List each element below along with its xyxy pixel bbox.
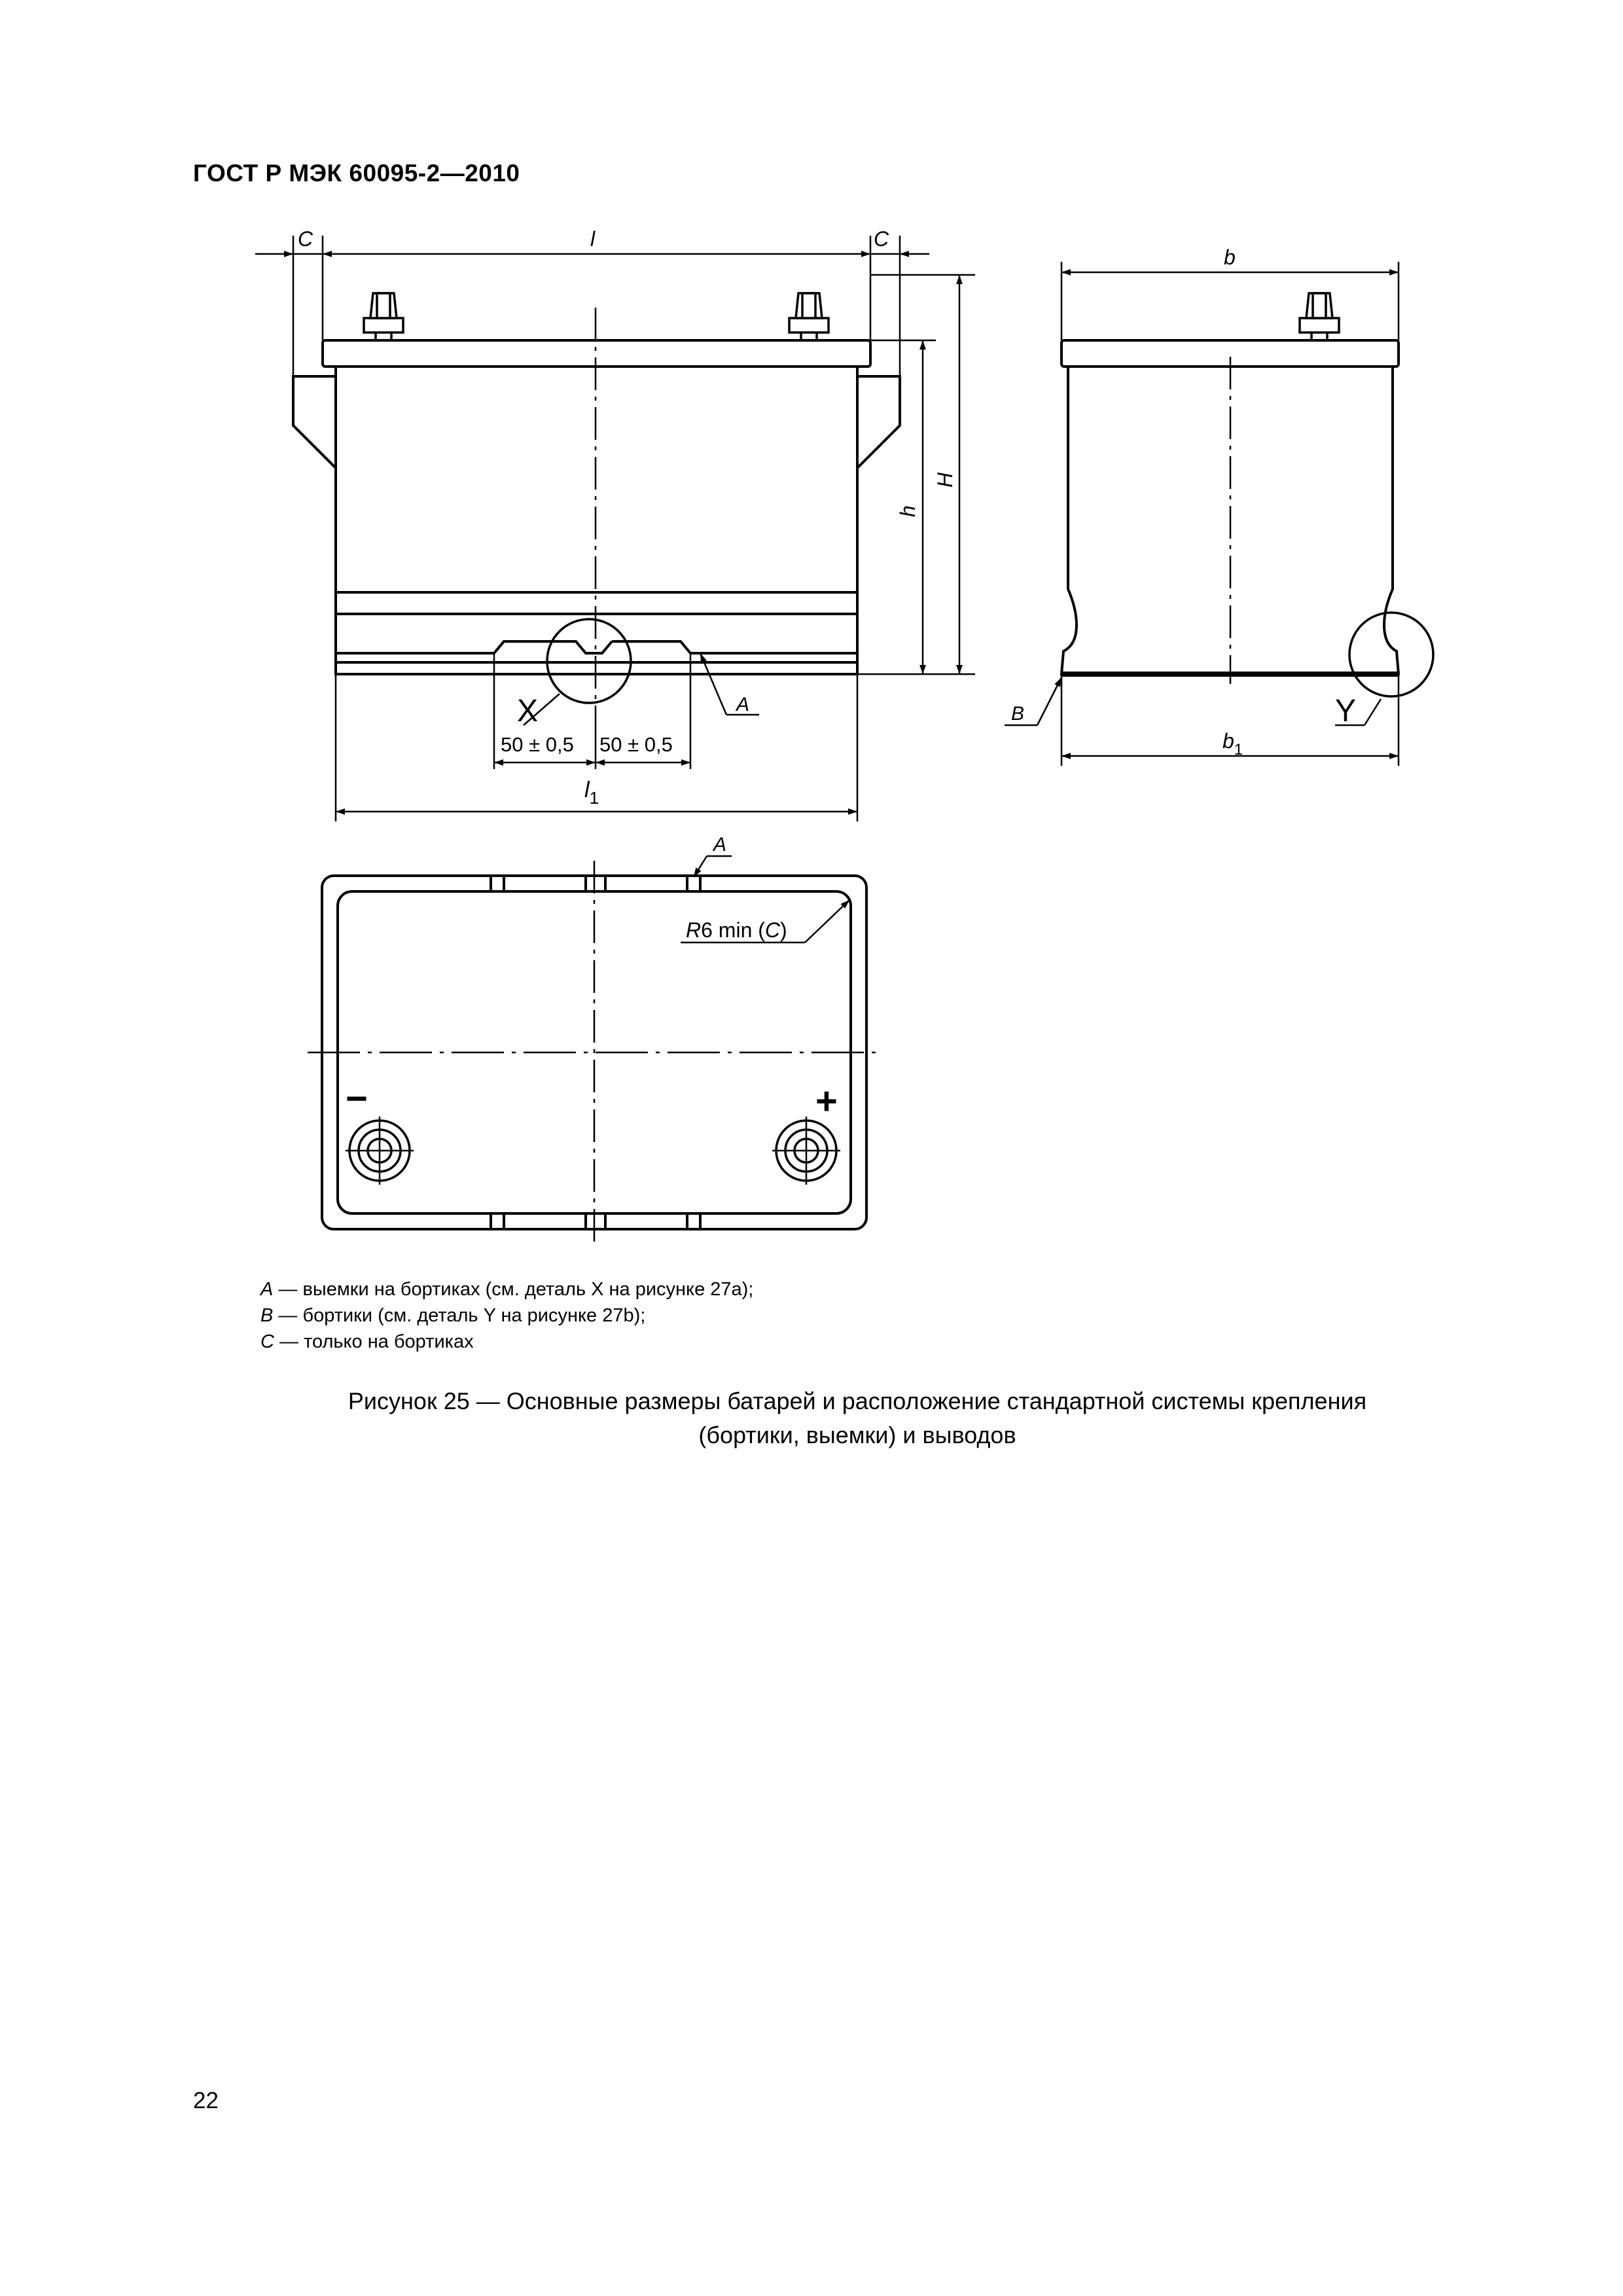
note-c-text: — только на бортиках	[274, 1331, 474, 1352]
callout-a-top: A	[713, 834, 727, 855]
terminal-left-side	[364, 293, 403, 340]
dim-c-right: C	[874, 227, 889, 251]
callout-b: B	[1011, 703, 1025, 725]
battery-lid	[323, 340, 870, 367]
detail-circle-y	[1349, 613, 1433, 696]
dim-radius-text: 6 min (	[701, 918, 765, 942]
dim-c-left: C	[298, 227, 313, 251]
battery-body	[336, 367, 857, 674]
dim-h: h	[896, 505, 919, 517]
terminal-circle-positive	[772, 1117, 840, 1185]
notch-left	[494, 641, 612, 653]
dim-l: l	[590, 227, 596, 251]
note-b	[260, 1302, 753, 1329]
callout-a-front: A	[736, 694, 750, 715]
note-a	[260, 1276, 753, 1302]
terminal-right-side	[789, 293, 829, 340]
front-view	[293, 293, 900, 703]
callout-x: X	[517, 694, 539, 728]
dim-radius-c: C	[764, 918, 781, 942]
note-a-text: — выемки на бортиках (см. деталь X на рисунке 27а);	[273, 1279, 754, 1300]
terminal-minus-sign: −	[346, 1077, 368, 1120]
side-handle-left	[293, 376, 336, 468]
notch-right	[612, 641, 700, 653]
dim-b1-base: b	[1222, 729, 1234, 753]
dim-b1-sub: 1	[1234, 741, 1243, 759]
page-number: 22	[193, 2088, 219, 2113]
note-b-letter: B	[260, 1305, 274, 1326]
side-view	[1061, 293, 1433, 696]
note-c-letter: C	[260, 1331, 274, 1352]
dim-radius	[686, 918, 787, 942]
dim-50-right: 50 ± 0,5	[599, 733, 673, 756]
document-header: ГОСТ Р МЭК 60095-2—2010	[193, 160, 520, 187]
caption-line-2: (бортики, выемки) и выводов	[698, 1422, 1016, 1448]
note-a-letter: A	[260, 1279, 274, 1300]
dim-l1-base: l	[584, 778, 590, 802]
dim-radius-r: R	[686, 918, 702, 942]
dim-l1	[584, 778, 599, 808]
dim-radius-close: )	[780, 918, 787, 942]
side-handle-right	[857, 376, 900, 468]
caption-line-1: Рисунок 25 — Основные размеры батарей и расположение стандартной системы крепления	[348, 1388, 1367, 1414]
note-c	[260, 1329, 753, 1355]
terminal-circle-negative	[346, 1117, 414, 1185]
dim-b: b	[1224, 245, 1236, 269]
terminal-plus-sign: +	[815, 1080, 838, 1122]
callout-y: Y	[1335, 694, 1357, 728]
figure-notes	[260, 1276, 753, 1355]
dim-l1-sub: 1	[589, 788, 599, 808]
dim-H: H	[933, 472, 957, 488]
figure-caption	[281, 1384, 1433, 1452]
note-b-text: — бортики (см. деталь Y на рисунке 27b);	[273, 1305, 646, 1326]
side-dimensions	[1005, 262, 1399, 766]
dim-50-left: 50 ± 0,5	[501, 733, 574, 756]
terminal-side-view	[1300, 293, 1339, 340]
dim-b1	[1222, 729, 1243, 759]
